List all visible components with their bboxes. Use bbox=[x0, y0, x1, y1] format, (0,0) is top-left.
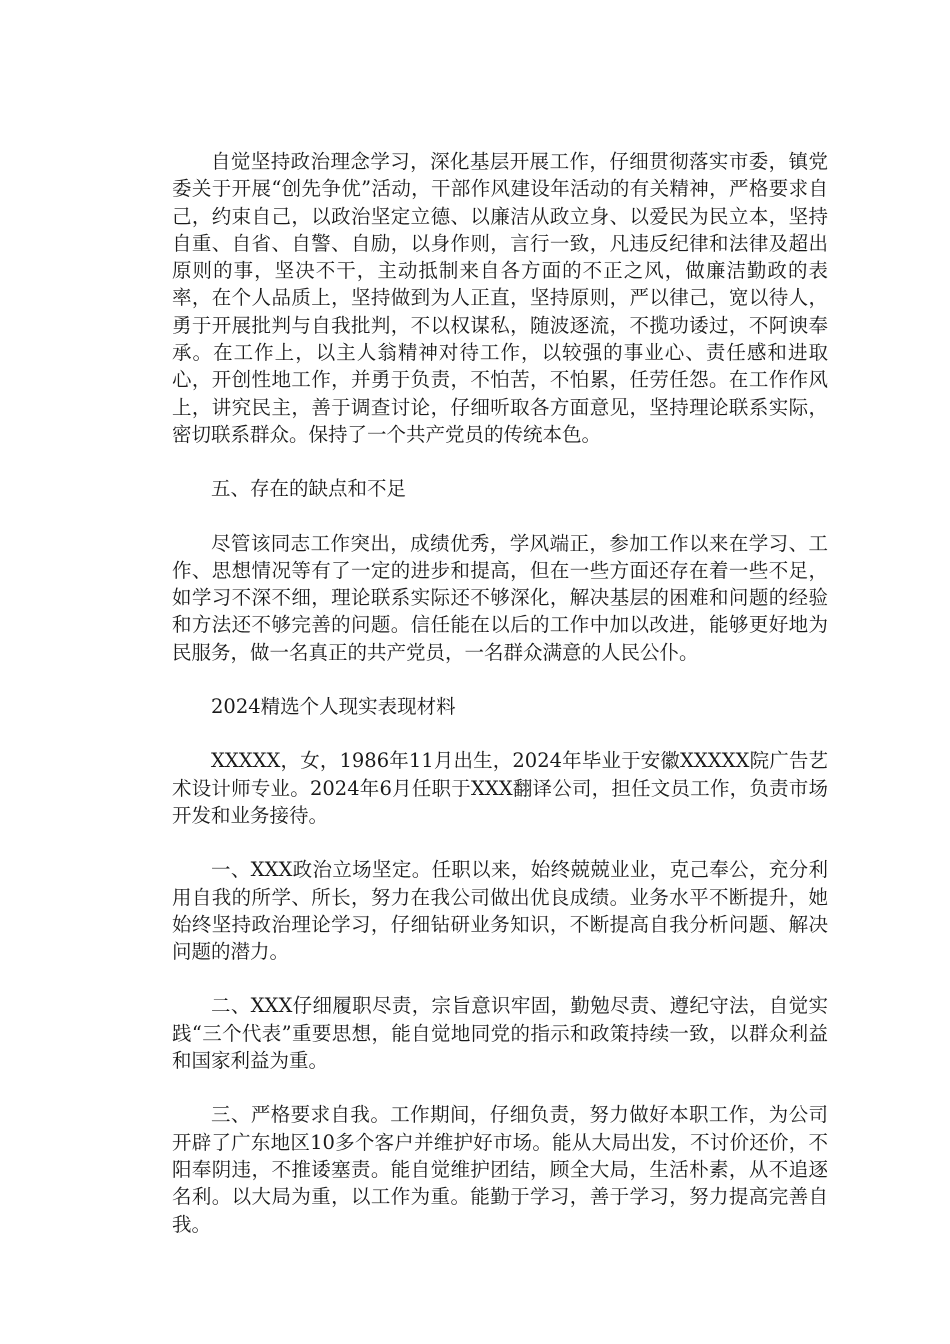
paragraph-shortcomings: 尽管该同志工作突出，成绩优秀，学风端正，参加工作以来在学习、工作、思想情况等有了一定的进步和提高，但在一些方面还存在着一些不足，如学习不深不细，理论联系实际还不够深化，解决基层的困难和问题的经验和方法还不够完善的问题。信任能在以后的工作中加以改进，能够更好地为民服务，做一名真正的共产党员，一名群众满意的人民公仆。 bbox=[172, 531, 828, 664]
paragraph-duty: 二、XXX仔细履职尽责，宗旨意识牢固，勤勉尽责、遵纪守法，自觉实践“三个代表”重要思想，能自觉地同党的指示和政策持续一致，以群众利益和国家利益为重。 bbox=[172, 994, 828, 1073]
paragraph-personal-info: XXXXX，女，1986年11月出生，2024年毕业于安徽XXXXX院广告艺术设计师专业。2024年6月任职于XXX翻译公司，担任文员工作，负责市场开发和业务接待。 bbox=[172, 749, 828, 827]
paragraph-self-requirement: 三、严格要求自我。工作期间，仔细负责，努力做好本职工作，为公司开辟了广东地区10多个客户并维护好市场。能从大局出发，不讨价还价，不阳奉阴违，不推诿塞责。能自觉维护团结，顾全大局，生活朴素，从不追逐名利。以大局为重，以工作为重。能勤于学习，善于学习，努力提高完善自我。 bbox=[172, 1103, 828, 1236]
document-subtitle: 2024精选个人现实表现材料 bbox=[211, 695, 456, 719]
section-heading-shortcomings: 五、存在的缺点和不足 bbox=[211, 477, 407, 501]
paragraph-self-discipline: 自觉坚持政治理念学习，深化基层开展工作，仔细贯彻落实市委，镇党委关于开展“创先争优”活动，干部作风建设年活动的有关精神，严格要求自己，约束自己，以政治坚定立德、以廉洁从政立身、以爱民为民立本，坚持自重、自省、自警、自励，以身作则，言行一致，凡违反纪律和法律及超出原则的事，坚决不干，主动抵制来自各方面的不正之风，做廉洁勤政的表率，在个人品质上，坚持做到为人正直，坚持原则，严以律己，宽以待人，勇于开展批判与自我批判，不以权谋私，随波逐流，不揽功诿过，不阿谀奉承。在工作上，以主人翁精神对待工作，以较强的事业心、责任感和进取心，开创性地工作，并勇于负责，不怕苦，不怕累，任劳任怨。在工作作风上，讲究民主，善于调查讨论，仔细听取各方面意见，坚持理论联系实际，密切联系群众。保持了一个共产党员的传统本色。 bbox=[172, 150, 828, 446]
document-body bbox=[172, 148, 828, 1265]
paragraph-political-stance: 一、XXX政治立场坚定。任职以来，始终兢兢业业，克己奉公，充分利用自我的所学、所长，努力在我公司做出优良成绩。业务水平不断提升，她始终坚持政治理论学习，仔细钻研业务知识，不断提高自我分析问题、解决问题的潜力。 bbox=[172, 858, 828, 964]
